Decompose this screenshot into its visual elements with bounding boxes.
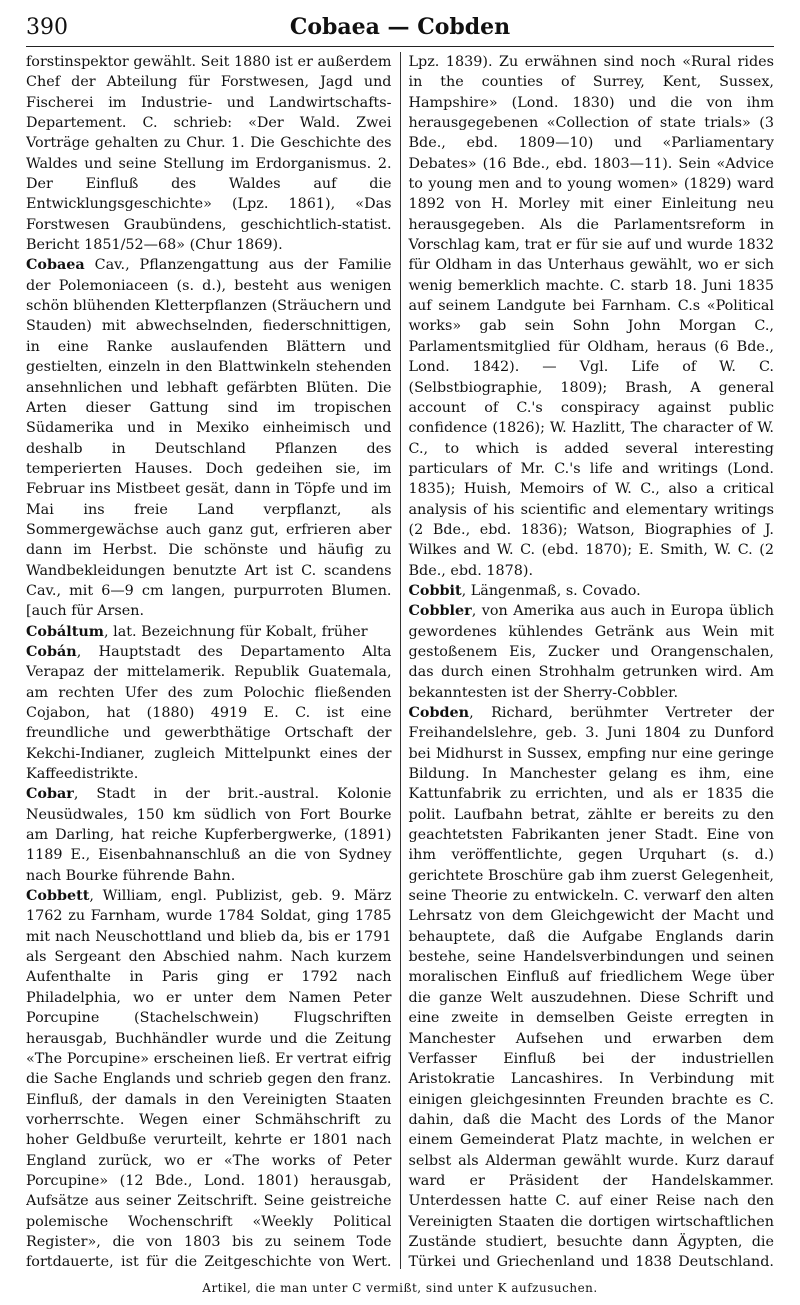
headword: Cobáltum — [26, 623, 104, 640]
entry-text: , von Amerika aus auch in Europa üblich gewordenes kühlendes Getränk aus Wein mit gestoßenem Eis, Zucker und Orangenschalen, das durch einen Strohhalm getrunken wird. Am bekanntesten ist der Sherry-Cobbler. — [408, 603, 774, 701]
entry-text: , Richard, berühmter Vertreter der Freihandelslehre, geb. 3. Juni 1804 zu Dunford bei Midhurst in Sussex, empfing nur eine geringe Bildung. In Manchester gelang es ihm, eine Kattunfabrik zu errichten, und als er 1835 die polit. Laufbahn betrat, zählte er bereits zu den geachtetsten Fabrikanten jener Stadt. Eine von ihm veröffentlichte, gegen Urquhart (s. d.) gerichtete Broschüre gab ihm zuerst Gelegenheit, seine Theorie zu entwickeln. C. verwarf den alten Lehrsatz von dem Gleichgewicht der Macht und behauptete, daß die Aufgabe Englands darin bestehe, seine Handelsverbindungen und seinen moralischen Einfluß auf friedlichem Wege über die ganze Welt auszudehnen. Diese Schrift und eine zweite in demselben Geiste erregten in Manchester Aufsehen und erwarben dem Verfasser Einfluß bei der industriellen Aristokratie Lancashires. In Verbindung mit einigen gleichgesinnten Freunden brachte es C. dahin, daß die Macht des Lords of the Manor einem Gemeinderat Platz machte, in welchen er selbst als Alderman gewählt wurde. Kurz darauf ward er Präsident der Handelskammer. Unterdessen hatte C. auf einer Reise nach den Vereinigten Staaten die dortigen wirtschaftlichen Zustände studiert, besuchte dann Ägypten, die Türkei und Griechenland und 1838 Deutschland. — [408, 705, 774, 1269]
entry-cobaltum — [26, 622, 392, 642]
entry-cobar — [26, 784, 392, 886]
entry-cobbit — [409, 581, 775, 601]
page-number: 390 — [26, 15, 68, 40]
entry-cobbler — [409, 601, 775, 703]
page-footer-note: Artikel, die man unter C vermißt, sind unter K aufzusuchen. — [202, 1281, 598, 1295]
headword: Cobaea — [26, 257, 85, 274]
entry-cobbett — [26, 886, 392, 1269]
headword: Cobbit — [408, 582, 462, 599]
entry-cobden — [409, 703, 775, 1269]
entry-text: , Längenmaß, s. Covado. — [461, 582, 641, 599]
running-head: Cobaea — Cobden — [289, 14, 511, 40]
headword: Cobbett — [26, 888, 90, 905]
entry-cobaea — [26, 255, 392, 621]
entry-coban — [26, 642, 392, 784]
headword: Cobbler — [408, 603, 472, 620]
left-column — [26, 52, 400, 1269]
headword: Cobden — [408, 705, 470, 721]
continuation-text: forstinspektor gewählt. Seit 1880 ist er außerdem Chef der Abteilung für Forstwesen, Jagd und Fischerei im Industrie- und Landwirtschafts-Departement. C. schrieb: «Der Wald. Zwei Vorträge gehalten zu Chur. 1. Die Geschichte des Waldes und seine Stellung im Erdorganismus. 2. Der Einfluß des Waldes auf die Entwicklungsgeschichte» (Lpz. 1861), «Das Forstwesen Graubündens, geschichtlich-statist. Bericht 1851/52—68» (Chur 1869). — [26, 54, 392, 254]
header-rule — [26, 46, 774, 47]
entry-text: Cav., Pflanzengattung aus der Familie der Polemoniaceen (s. d.), besteht aus wenigen schön blühenden Kletterpflanzen (Sträuchern und Stauden) mit abwechselnden, fiederschnittigen, in eine Ranke auslaufenden Blättern und gestielten, einzeln in den Blattwinkeln stehenden ansehnlichen und lebhaft gefärbten Blüten. Die Arten dieser Gattung sind im tropischen Südamerika und in Mexiko einheimisch und deshalb in Deutschland Pflanzen des temperierten Hauses. Doch gedeihen sie, im Februar ins Mistbeet gesät, dann in Töpfe und im Mai ins freie Land verpflanzt, als Sommergewächse auch ganz gut, erfrieren aber dann im Herbst. Die schönste und häufig zu Wandbekleidungen benutzte Art ist C. scandens Cav., mit 6—9 cm langen, purpurroten Blumen. [auch für Arsen. — [26, 257, 392, 620]
continuation-text: Lpz. 1839). Zu erwähnen sind noch «Rural rides in the counties of Surrey, Kent, Sussex, Hampshire» (Lond. 1830) und die von ihm herausgegebenen «Collection of state trials» (3 Bde., ebd. 1809—10) und «Parliamentary Debates» (16 Bde., ebd. 1803—11). Sein «Advice to young men and to young women» (1829) ward 1892 von H. Morley mit einer Einleitung neu herausgegeben. Als die Parlamentsreform in Vorschlag kam, trat er für sie auf und wurde 1832 für Oldham in das Unterhaus gewählt, wo er sich wenig bemerklich machte. C. starb 18. Juni 1835 auf seinem Landgute bei Farnham. C.s «Political works» gab sein Sohn John Morgan C., Parlamentsmitglied für Oldham, heraus (6 Bde., Lond. 1842). — Vgl. Life of W. C. (Selbstbiographie, 1809); Brash, A general account of C.'s conspiracy against public confidence (1826); W. Hazlitt, The character of W. C., to which is added several interesting particulars of Mr. C.'s life and writings (Lond. 1835); Huish, Memoirs of W. C., also a critical analysis of his scientific and elementary writings (2 Bde., ebd. 1836); Watson, Biographies of J. Wilkes and W. C. (ebd. 1870); E. Smith, W. C. (2 Bde., ebd. 1878). — [408, 54, 774, 579]
headword: Cobán — [26, 643, 77, 660]
entry-text: , lat. Bezeichnung für Kobalt, früher — [104, 623, 368, 640]
right-column — [400, 52, 775, 1269]
entry-text: , Hauptstadt des Departamento Alta Verapaz der mittelamerik. Republik Guatemala, am rechten Ufer des zum Polochic fließenden Cojabon, hat (1880) 4919 E. C. ist eine freundliche und gewerbthätige Ortschaft der Kekchi-Indianer, zugleich Mittelpunkt eines der Kaffeedistrikte. — [26, 643, 392, 783]
entry-text: , Stadt in der brit.-austral. Kolonie Neusüdwales, 150 km südlich von Fort Bourke am Darling, hat reiche Kupferbergwerke, (1891) 1189 E., Eisenbahnanschluß an die von Sydney nach Bourke führende Bahn. — [26, 786, 392, 884]
page-header — [26, 14, 774, 40]
entry-text: , William, engl. Publizist, geb. 9. März 1762 zu Farnham, wurde 1784 Soldat, ging 1785 mit nach Neuschottland und blieb da, bis er 1791 als Sergeant den Abschied nahm. Nach kurzem Aufenthalte in Paris ging er 1792 nach Philadelphia, wo er unter dem Namen Peter Porcupine (Stachelschwein) Flugschriften herausgab, Buchhändler wurde und die Zeitung «The Porcupine» erscheinen ließ. Er vertrat eifrig die Sache Englands und schrieb gegen den franz. Einfluß, der damals in den Vereinigten Staaten vorherrschte. Wegen einer Schmähschrift zu hoher Geldbuße verurteilt, kehrte er 1801 nach England zurück, wo er «The works of Peter Porcupine» (12 Bde., Lond. 1801) herausgab, Aufsätze aus seiner Zeitschrift. Seine geistreiche polemische Wochenschrift «Weekly Political Register», die von 1803 bis zu seinem Tode fortdauerte, ist für die Zeitgeschichte von Wert. — [26, 888, 392, 1269]
headword: Cobar — [26, 786, 74, 803]
text-columns — [26, 52, 774, 1269]
